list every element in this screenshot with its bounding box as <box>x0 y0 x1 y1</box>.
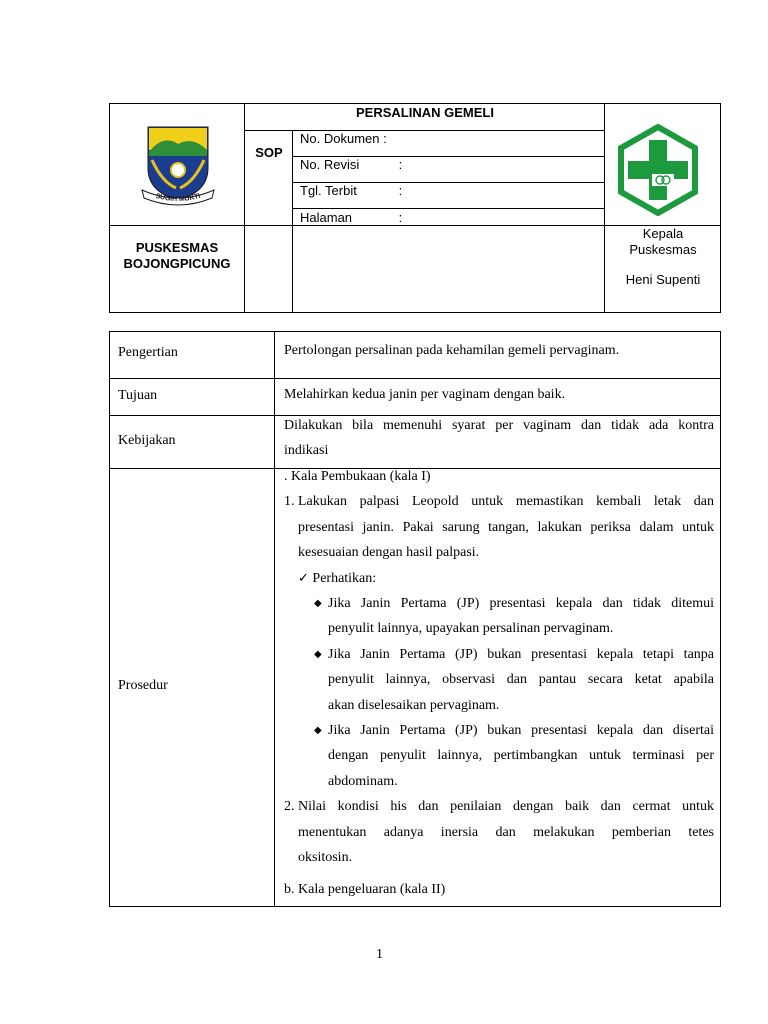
kepala-line: Puskesmas <box>629 242 697 257</box>
check-icon: ✓ <box>298 570 309 586</box>
check-text: Perhatikan: <box>312 570 377 586</box>
meta-label: No. Revisi <box>300 157 360 172</box>
meta-label: Tgl. Terbit <box>300 183 357 198</box>
diamond-bullet-icon: ◆ <box>314 725 322 737</box>
label-tujuan: Tujuan <box>118 388 158 403</box>
step-line: kesesuaian dengan hasil palpasi. <box>298 545 480 561</box>
divider <box>244 104 245 312</box>
meta-row-halaman <box>300 210 402 225</box>
step-2 <box>284 794 714 870</box>
bullet-item <box>284 718 714 794</box>
kebijakan-line: Dilakukan bila memenuhi syarat per vaginam dan tidak ada kontra <box>284 418 714 433</box>
step-line: Lakukan palpasi Leopold untuk memastikan kembali letak dan <box>298 494 714 510</box>
meta-row-dokumen <box>300 131 387 146</box>
document-title: PERSALINAN GEMELI <box>356 105 494 120</box>
meta-label: No. Dokumen : <box>300 131 387 146</box>
bullet-line: penyulit lainnya, upayakan persalinan pervaginam. <box>328 621 614 637</box>
puskesmas-cross-logo <box>612 124 704 216</box>
kepala-line: Kepala <box>642 226 684 241</box>
bullet-item <box>284 591 714 642</box>
text-pengertian: Pertolongan persalinan pada kehamilan gemeli pervaginam. <box>284 343 620 358</box>
bullet-line: penyulit lainnya, observasi dan pantau secara ketat apabila <box>328 672 714 688</box>
bullet-line: Jika Janin Pertama (JP) bukan presentasi kepala tetapi tanpa <box>328 646 714 662</box>
meta-value: : <box>398 157 403 172</box>
bullet-line: dengan penyulit lainnya, pertimbangkan untuk terminasi per <box>328 748 714 764</box>
step-line: Nilai kondisi his dan penilaian dengan baik dan cermat untuk <box>298 799 714 815</box>
prosedur-content <box>284 464 714 902</box>
logo-banner-text: SUGIH MUKTI <box>154 192 202 204</box>
puskesmas-line: BOJONGPICUNG <box>123 256 231 271</box>
sop-label: SOP <box>255 145 283 160</box>
step-line: presentasi janin. Pakai sarung tangan, lakukan periksa dalam untuk <box>298 519 714 535</box>
label-prosedur: Prosedur <box>118 678 168 693</box>
label-kebijakan: Kebijakan <box>118 433 176 448</box>
kepala-name: Heni Supenti <box>625 272 701 287</box>
bullet-line: abdominam. <box>328 773 398 789</box>
puskesmas-name <box>110 240 244 272</box>
kala-2-heading: b. Kala pengeluaran (kala II) <box>284 881 446 897</box>
meta-label: Halaman <box>300 210 353 225</box>
step-line: oksitosin. <box>298 850 353 866</box>
divider <box>292 208 605 209</box>
diamond-bullet-icon: ◆ <box>314 648 322 660</box>
bullet-line: Jika Janin Pertama (JP) bukan presentasi kepala dan disertai <box>328 723 714 739</box>
bullet-line: Jika Janin Pertama (JP) presentasi kepala dan tidak ditemui <box>328 596 714 612</box>
sop-header-table <box>109 103 721 313</box>
step-line: menentukan adanya inersia dan melakukan pemberian tetes <box>298 824 714 840</box>
divider <box>292 130 293 312</box>
diamond-bullet-icon: ◆ <box>314 598 322 610</box>
step-1 <box>284 489 714 565</box>
text-tujuan: Melahirkan kedua janin per vaginam dengan baik. <box>284 387 566 402</box>
kebijakan-line: indikasi <box>284 443 329 459</box>
meta-row-revisi <box>300 157 402 172</box>
bullet-line: akan diselesaikan pervaginam. <box>328 697 500 713</box>
sop-content-table <box>109 331 721 907</box>
step-number: 1. <box>284 494 295 510</box>
kala-1-heading: . Kala Pembukaan (kala I) <box>284 469 431 484</box>
divider <box>274 332 275 906</box>
meta-value: : <box>398 210 403 225</box>
label-pengertian: Pengertian <box>118 345 178 360</box>
page-number: 1 <box>376 947 383 962</box>
kepala-puskesmas-title <box>606 226 720 258</box>
puskesmas-line: PUSKESMAS <box>135 240 219 255</box>
meta-row-terbit <box>300 183 402 198</box>
check-item <box>284 566 714 591</box>
divider <box>110 378 720 379</box>
regional-crest-logo <box>138 122 218 206</box>
bullet-item <box>284 642 714 718</box>
step-number: 2. <box>284 799 295 815</box>
text-kebijakan <box>284 413 714 464</box>
meta-value: : <box>398 183 403 198</box>
